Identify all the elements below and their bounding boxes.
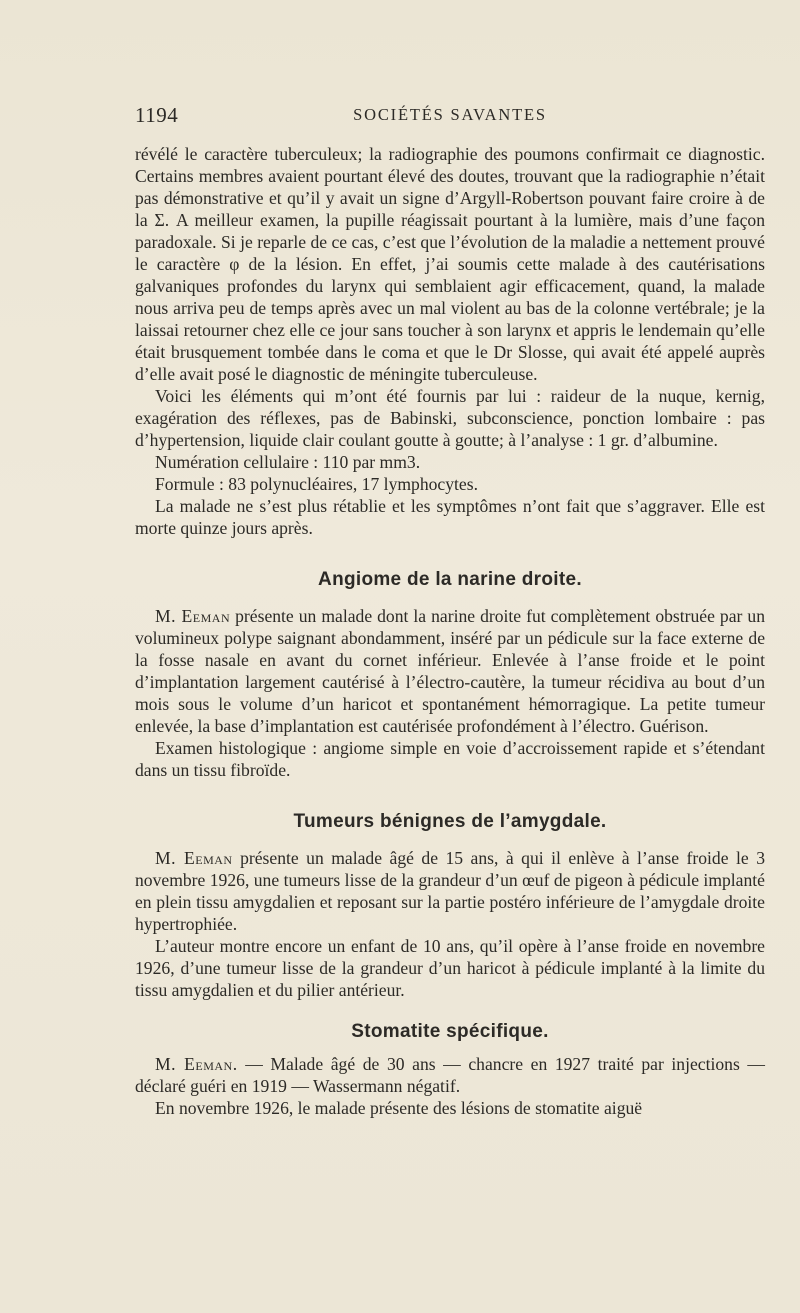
running-title: SOCIÉTÉS SAVANTES: [353, 105, 547, 124]
paragraph-cell-count: Numération cellulaire : 110 par mm3.: [155, 452, 421, 472]
paragraph-clinical-findings: Voici les éléments qui m’ont été fournis par lui : raideur de la nuque, kernig, exagération des réflexes, pas de Babinski, subconscience, ponction lombaire : pas d’hypertension, liquide clair coulant goutte à goutte; à l’analyse : 1 gr. d’albumine.: [135, 386, 765, 450]
section-heading-angiome: Angiome de la narine droite.: [318, 569, 582, 590]
paragraph-stomatite-case: [135, 1053, 765, 1097]
paragraph-tumeurs-case1: [135, 847, 765, 935]
paragraph-formula: Formule : 83 polynucléaires, 17 lymphocytes.: [155, 474, 478, 494]
paragraph-outcome: La malade ne s’est plus rétablie et les symptômes n’ont fait que s’aggraver. Elle est morte quinze jours après.: [135, 496, 765, 538]
paragraph-stomatite-continued: En novembre 1926, le malade présente des lésions de stomatite aiguë: [155, 1098, 643, 1118]
paragraph-angiome-histology: Examen histologique : angiome simple en voie d’accroissement rapide et s’étendant dans un tissu fibroïde.: [135, 738, 765, 780]
section-heading-stomatite: Stomatite spécifique.: [351, 1021, 549, 1042]
paragraph-tumeurs-case2: L’auteur montre encore un enfant de 10 ans, qu’il opère à l’anse froide en novembre 1926, d’une tumeur lisse de la grandeur d’un haricot à pédicule implanté à la limite du tissu amygdalien et du pilier antérieur.: [135, 936, 765, 1000]
paragraph-angiome-case: [135, 605, 765, 737]
page-number: 1194: [135, 103, 179, 127]
author-name: M. Eeman: [155, 848, 233, 868]
paragraph-text: — Malade âgé de 30 ans — chancre en 1927 traité par injections — déclaré guéri en 1919 — Wassermann négatif.: [135, 1054, 765, 1096]
paragraph-continued: révélé le caractère tuberculeux; la radiographie des poumons confirmait ce diagnostic. Certains membres avaient pourtant élevé des doutes, trouvant que la radiographie n’était pas démonstrative et qu’il y avait un signe d’Argyll-Robertson pouvant faire croire à de la Σ. A meilleur examen, la pupille réagissait pourtant à la lumière, mais d’une façon paradoxale. Si je reparle de ce cas, c’est que l’évolution de la maladie a nettement prouvé le caractère φ de la lésion. En effet, j’ai soumis cette malade à des cautérisations galvaniques profondes du larynx qui semblaient agir efficacement, quand, la malade nous arriva peu de temps après avec un mal violent au bas de la colonne vertébrale; je la laissai retourner chez elle ce jour sans toucher à son larynx et appris le lendemain qu’elle était brusquement tombée dans le coma et que le Dr Slosse, qui avait été appelé auprès d’elle avait posé le diagnostic de méningite tuberculeuse.: [135, 144, 765, 384]
article-body: [135, 143, 765, 1119]
paragraph-text: présente un malade âgé de 15 ans, à qui il enlève à l’anse froide le 3 novembre 1926, une tumeurs lisse de la grandeur d’un œuf de pigeon à pédicule implanté en plein tissu amygdalien et reposant sur la partie postéro inférieure de l’amygdale droite hypertrophiée.: [135, 848, 765, 934]
running-head: [135, 103, 765, 129]
author-name: M. Eeman: [155, 606, 231, 626]
paragraph-text: présente un malade dont la narine droite fut complètement obstruée par un volumineux polype saignant abondamment, inséré par un pédicule sur la face externe de la fosse nasale en avant du cornet inférieur. Enlevée à l’anse froide et le point d’implantation largement cautérisé à l’électro-cautère, la tumeur récidiva au bout d’un mois sous le volume d’un haricot et spontanément hémorragique. La petite tumeur enlevée, la base d’implantation est cautérisée profondément à l’électro. Guérison.: [135, 606, 765, 736]
author-name: M. Eeman.: [155, 1054, 238, 1074]
section-heading-tumeurs: Tumeurs bénignes de l’amygdale.: [293, 811, 607, 832]
